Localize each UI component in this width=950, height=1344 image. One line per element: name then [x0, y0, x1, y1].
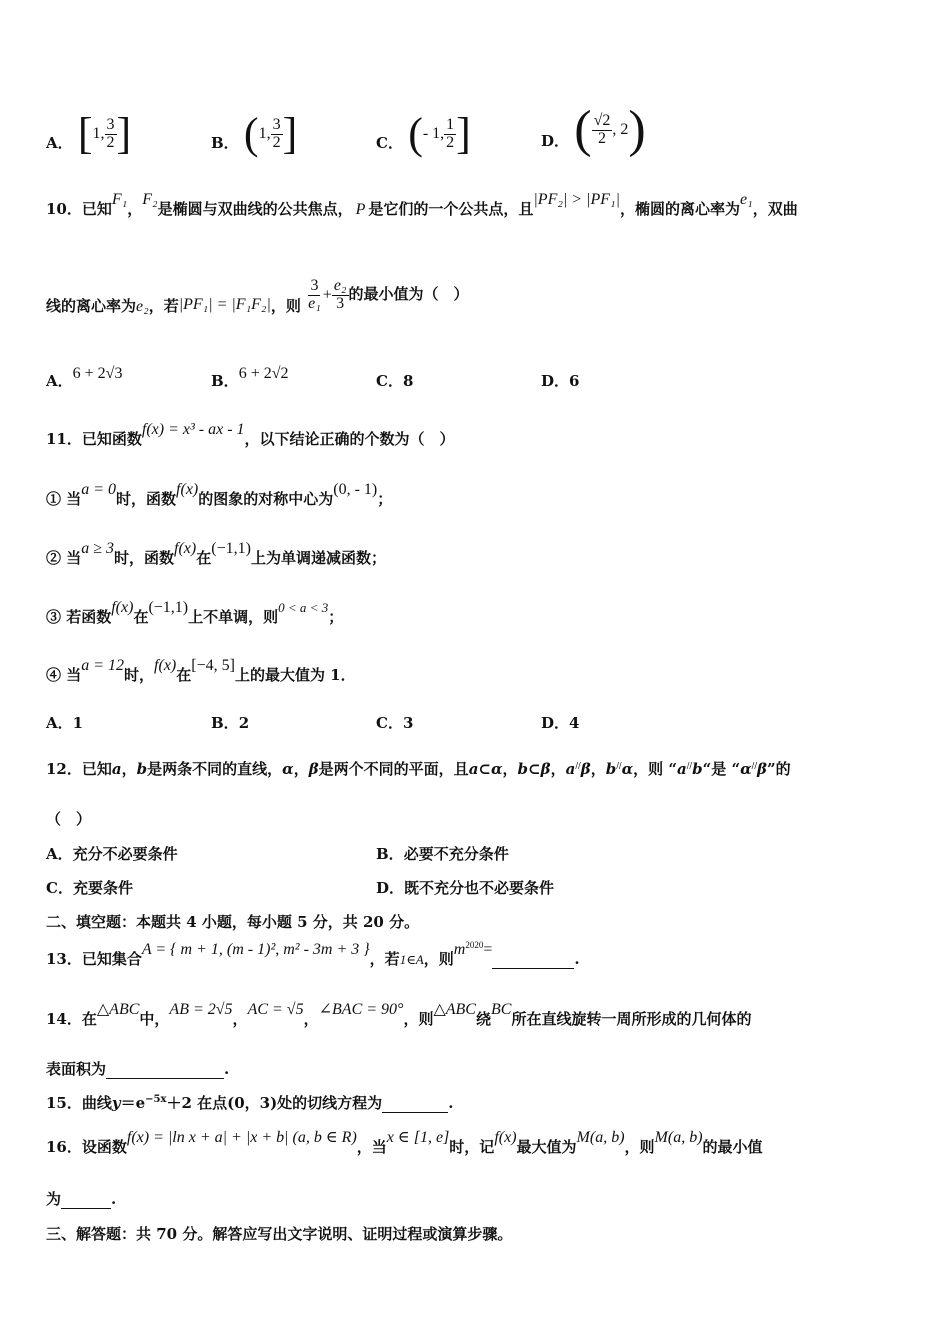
section-3-heading: 三、解答题：共 70 分。解答应写出文字说明、证明过程或演算步骤。: [46, 1225, 513, 1243]
q12-answer-bracket: （ ）: [46, 810, 92, 828]
q13-answer-blank[interactable]: [492, 954, 574, 969]
q11-statement-3: ③ 若函数f(x)在(−1,1)上不单调，则0 < a < 3；: [46, 599, 344, 626]
q16-answer-blank[interactable]: [61, 1194, 111, 1209]
q11-statement-4: ④ 当a = 12时，f(x)在[−4, 5]上的最大值为 1．: [46, 657, 356, 684]
q9-option-b: B． ( 1, $\frac{3}{2}$ ]: [211, 109, 298, 158]
q9-option-a: A． [ 1, $\frac{3}{2}$ ]: [46, 109, 132, 158]
q15-answer-blank[interactable]: [382, 1098, 448, 1113]
q9-option-d: D． ( $\frac{√2}{2}$ , 2 ): [541, 101, 646, 158]
q12-option-b: B．必要不充分条件: [376, 845, 509, 863]
q9-b-fraction: $\frac{3}{2}$: [272, 115, 281, 151]
q11-statement-2: ② 当a ≥ 3时，函数f(x)在(−1,1)上为单调递减函数；: [46, 540, 386, 567]
q10-option-a: A．6 + 2√3: [46, 365, 123, 390]
q11-option-d: D．4: [541, 714, 580, 732]
q10-option-b: B．6 + 2√2: [211, 365, 289, 390]
q10-fraction-e2-over-3: $\frac{\text{e₂}}{3}$: [333, 277, 347, 312]
q11-option-b: B．2: [211, 714, 250, 732]
q10-stem-line1: 10．已知F₁，F₂是椭圆与双曲线的公共焦点， P 是它们的一个公共点，且|PF₂| > |PF₁|，椭圆的离心率为e₁，双曲: [46, 191, 798, 218]
q14-stem-line1: 14．在△ABC中，AB = 2√5，AC = √5，∠BAC = 90°，则△ABC绕BC所在直线旋转一周所形成的几何体的: [46, 1001, 752, 1028]
q10-option-c: C．8: [376, 372, 414, 390]
q11-option-a: A．1: [46, 714, 84, 732]
q9-option-c: C． ( - 1, $\frac{1}{2}$ ]: [376, 109, 471, 158]
q10-stem-line2: 线的离心率为e₂，若|PF₁| = |F₁F₂|，则 $\frac{3}{\text{e₁}}$ + $\frac{\text{e₂}}{3}$ 的最小值为（ ）: [46, 277, 469, 316]
q10-fraction-3-over-e1: $\frac{3}{\text{e₁}}$: [308, 277, 321, 312]
q13-stem: 13．已知集合A = { m + 1, (m - 1)², m² - 3m + 3 }，若1∈A，则$m^{2020}=$.: [46, 940, 580, 968]
q12-stem: 12．已知a，b是两条不同的直线，α，β是两个不同的平面，且a⊂α，b⊂β，a//β，b//α，则 “a//b“是 “α//β”的: [46, 760, 791, 778]
q14-stem-line2: 表面积为 .: [46, 1060, 230, 1078]
q9-d-fraction: $\frac{√2}{2}$: [593, 111, 611, 147]
q10-option-d: D．6: [541, 372, 580, 390]
q16-stem-line2: 为 .: [46, 1190, 117, 1208]
q12-option-d: D．既不充分也不必要条件: [376, 879, 555, 897]
q9-c-fraction: $\frac{1}{2}$: [446, 115, 455, 151]
section-2-heading: 二、填空题：本题共 4 小题，每小题 5 分，共 20 分。: [46, 913, 420, 931]
q9-a-fraction: $\frac{3}{2}$: [106, 115, 115, 151]
q14-answer-blank[interactable]: [106, 1064, 224, 1079]
q15-stem: 15．曲线$y=e^{-5x}+2$ 在点(0，3)处的切线方程为 .: [46, 1094, 454, 1112]
q11-stem: 11．已知函数f(x) = x³ - ax - 1，以下结论正确的个数为（ ）: [46, 421, 455, 448]
q12-option-a: A．充分不必要条件: [46, 845, 178, 863]
q11-statement-1: ① 当a = 0时，函数f(x)的图象的对称中心为(0, - 1)；: [46, 481, 393, 508]
q11-option-c: C．3: [376, 714, 414, 732]
q16-stem-line1: 16．设函数f(x) = |ln x + a| + |x + b| (a, b ∈ R)，当x ∈ [1, e]时，记f(x)最大值为M(a, b)，则M(a, b)的最小值: [46, 1129, 763, 1156]
q12-option-c: C．充要条件: [46, 879, 133, 897]
